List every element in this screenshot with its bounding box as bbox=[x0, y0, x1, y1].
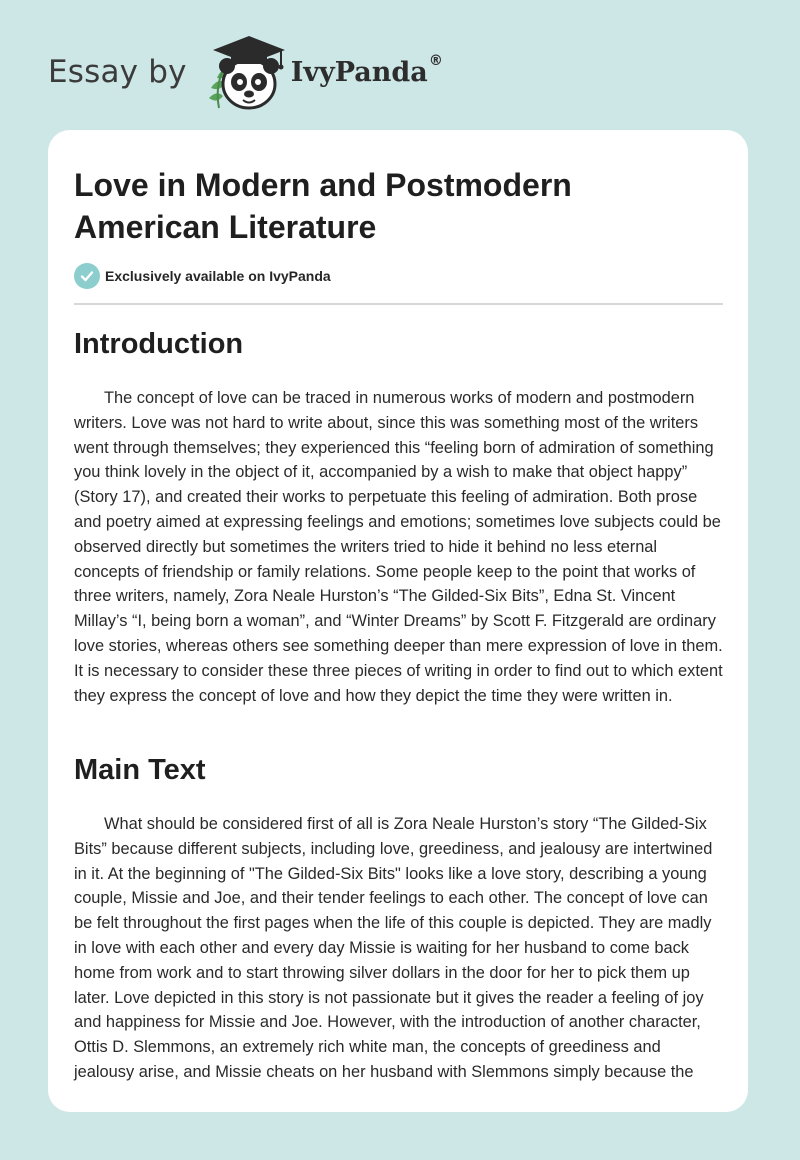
site-header bbox=[48, 30, 443, 114]
brand-name-text: IvyPanda bbox=[290, 56, 428, 88]
check-circle-icon bbox=[74, 263, 100, 289]
exclusive-badge-text: Exclusively available on IvyPanda bbox=[105, 268, 331, 284]
essay-card bbox=[48, 130, 748, 1112]
divider bbox=[74, 303, 723, 305]
ivypanda-logo-icon[interactable] bbox=[201, 30, 287, 114]
section-heading-main-text: Main Text bbox=[74, 754, 206, 786]
page-title: Love in Modern and Postmodern American Literature bbox=[74, 167, 572, 245]
section-paragraph-introduction: The concept of love can be traced in numerous works of modern and postmodern writers. Love was not hard to write about, since this was something most of the writers went through themselves; they experienced this “feeling born of admiration of something you think lovely in the object of it, accompanied by a wish to make that object happy” (Story 17), and created their works to perpetuate this feeling of admiration. Both prose and poetry aimed at expressing feelings and emotions; sometimes love subjects could be observed directly but sometimes the writers tried to hide it behind no less eternal concepts of friendship or family relations. Some people keep to the point that works of three writers, namely, Zora Neale Hurston’s “The Gilded-Six Bits”, Edna St. Vincent Millay’s “I, being born a woman”, and “Winter Dreams” by Scott F. Fitzgerald are ordinary love stories, whereas others see something deeper than mere expression of love in them. It is necessary to consider these three pieces of writing in order to find out to which extent they express the concept of love and how they depict the time they were written in. bbox=[74, 389, 723, 705]
essay-by-label: Essay by bbox=[48, 54, 187, 90]
registered-mark: ® bbox=[428, 52, 443, 69]
brand-name[interactable] bbox=[290, 52, 443, 88]
section-paragraph-main-text: What should be considered first of all is Zora Neale Hurston’s story “The Gilded-Six Bits” because different subjects, including love, greediness, and jealousy are intertwined in it. At the beginning of "The Gilded-Six Bits" looks like a love story, describing a young couple, Missie and Joe, and their tender feelings to each other. The concept of love can be felt throughout the first pages when the life of this couple is depicted. They are madly in love with each other and every day Missie is waiting for her husband to come back home from work and to start throwing silver dollars in the door for her to pick them up later. Love depicted in this story is not passionate but it gives the reader a feeling of joy and happiness for Missie and Joe. However, with the introduction of another character, Ottis D. Slemmons, an extremely rich white man, the concepts of greediness and jealousy arise, and Missie cheats on her husband with Slemmons simply because the bbox=[74, 815, 713, 1081]
exclusive-badge bbox=[74, 263, 331, 289]
section-heading-introduction: Introduction bbox=[74, 328, 244, 360]
